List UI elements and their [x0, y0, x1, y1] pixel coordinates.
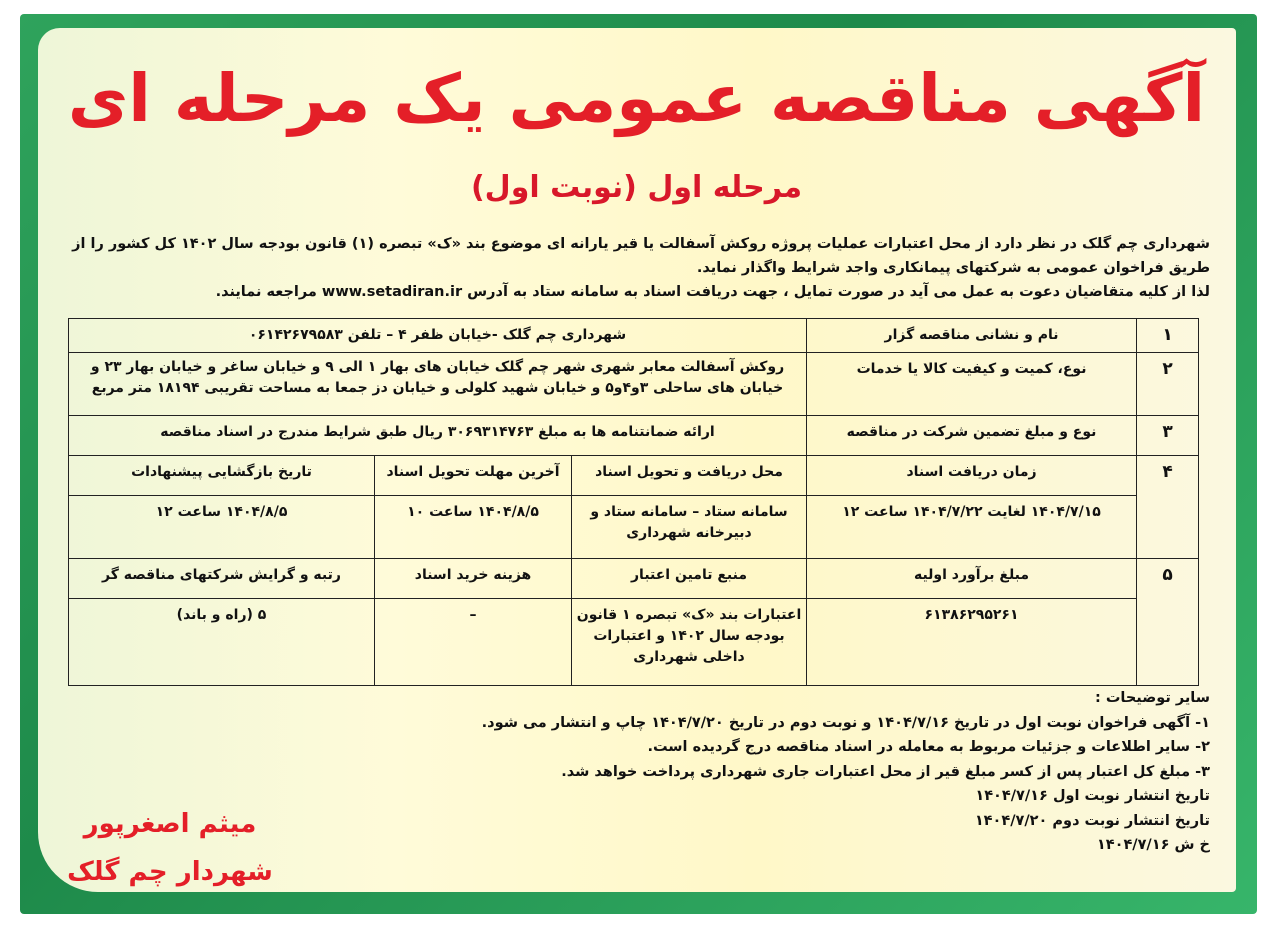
signatory-role: شهردار چم گلک [67, 857, 273, 887]
table-row [69, 319, 1199, 353]
note-item: ۳- مبلغ کل اعتبار پس از کسر مبلغ قیر از محل اعتبارات جاری شهرداری پرداخت خواهد شد. [561, 763, 1210, 780]
signature-block [50, 800, 290, 896]
cell-value: اعتبارات بند «ک» تبصره ۱ قانون بودجه سال ۱۴۰۲ و اعتبارات داخلی شهرداری [572, 599, 807, 686]
cell-value: ۱۴۰۴/۸/۵ ساعت ۱۰ [375, 496, 572, 559]
cell-value: ۱۴۰۴/۸/۵ ساعت ۱۲ [69, 496, 375, 559]
reference-code: خ ش ۱۴۰۴/۷/۱۶ [1096, 837, 1210, 853]
cell-value: ۶۱۳۸۶۲۹۵۲۶۱ [807, 599, 1137, 686]
column-header: منبع تامین اعتبار [572, 559, 807, 599]
notes-heading: سایر توضیحات : [1095, 690, 1210, 706]
cell-value: ۱۴۰۴/۷/۱۵ لغایت ۱۴۰۴/۷/۲۲ ساعت ۱۲ [807, 496, 1137, 559]
signatory-name: میثم اصغرپور [83, 809, 257, 839]
row-number: ۵ [1137, 559, 1199, 686]
table-row [69, 456, 1199, 496]
note-item: ۱- آگهی فراخوان نوبت اول در تاریخ ۱۴۰۴/۷/۱۶ و نوبت دوم در تاریخ ۱۴۰۴/۷/۲۰ چاپ و انتشار می شود. [481, 714, 1210, 731]
column-header: مبلغ برآورد اولیه [807, 559, 1137, 599]
intro-paragraph: شهرداری چم گلک در نظر دارد از محل اعتبارات عملیات پروژه روکش آسفالت یا قیر یارانه ای موضوع بند «ک» تبصره (۱) قانون بودجه سال ۱۴۰۲ کل کشور را از طریق فراخوان عمومی به شرکتهای پیمانکاری واجد شرایط واگذار نماید. [72, 236, 1210, 276]
row-label: نوع و مبلغ تضمین شرکت در مناقصه [807, 416, 1137, 456]
column-header: زمان دریافت اسناد [807, 456, 1137, 496]
intro-text [62, 232, 1210, 304]
table-row [69, 353, 1199, 416]
column-header: آخرین مهلت تحویل اسناد [375, 456, 572, 496]
note-item: ۲- سایر اطلاعات و جزئیات مربوط به معامله در اسناد مناقصه درج گردیده است. [647, 739, 1210, 755]
column-header: رتبه و گرایش شرکتهای مناقصه گر [69, 559, 375, 599]
row-value: شهرداری چم گلک -خیابان ظفر ۴ – تلفن ۰۶۱۴۲۶۷۹۵۸۳ [69, 319, 807, 353]
table-row [69, 416, 1199, 456]
notes-section [300, 686, 1210, 858]
table-row [69, 496, 1199, 559]
publish-date-second: تاریخ انتشار نوبت دوم ۱۴۰۴/۷/۲۰ [974, 812, 1210, 829]
table-row [69, 559, 1199, 599]
row-number: ۴ [1137, 456, 1199, 559]
row-number: ۲ [1137, 353, 1199, 416]
row-value: روکش آسفالت معابر شهری شهر چم گلک خیابان های بهار ۱ الی ۹ و خیابان ساغر و خیابان بهار ۲۳ و خیابان های ساحلی ۳و۴و۵ و خیابان شهید کلولی و خیابان دز جمعا به مساحت تقریبی ۱۸۱۹۴ متر مربع [69, 353, 807, 416]
column-header: محل دریافت و تحویل اسناد [572, 456, 807, 496]
row-value: ارائه ضمانتنامه ها به مبلغ ۳۰۶۹۳۱۴۷۶۳ ریال طبق شرایط مندرج در اسناد مناقصه [69, 416, 807, 456]
row-label: نوع، کمیت و کیفیت کالا یا خدمات [807, 353, 1137, 416]
publish-date-first: تاریخ انتشار نوبت اول ۱۴۰۴/۷/۱۶ [975, 788, 1210, 804]
row-number: ۳ [1137, 416, 1199, 456]
row-number: ۱ [1137, 319, 1199, 353]
notice-subtitle: مرحله اول (نوبت اول) [470, 170, 803, 205]
intro-paragraph: لذا از کلیه متقاضیان دعوت به عمل می آید در صورت تمایل ، جهت دریافت اسناد به سامانه ستاد به آدرس www.setadiran.ir مراجعه نمایند. [215, 284, 1210, 300]
column-header: تاریخ بازگشایی پیشنهادات [69, 456, 375, 496]
cell-value: سامانه ستاد – سامانه ستاد و دبیرخانه شهرداری [572, 496, 807, 559]
row-label: نام و نشانی مناقصه گزار [807, 319, 1137, 353]
column-header: هزینه خرید اسناد [375, 559, 572, 599]
notice-title: آگهی مناقصه عمومی یک مرحله ای [67, 60, 1206, 137]
table-row [69, 599, 1199, 686]
cell-value: ۵ (راه و باند) [69, 599, 375, 686]
cell-value: – [375, 599, 572, 686]
tender-table [68, 318, 1199, 686]
